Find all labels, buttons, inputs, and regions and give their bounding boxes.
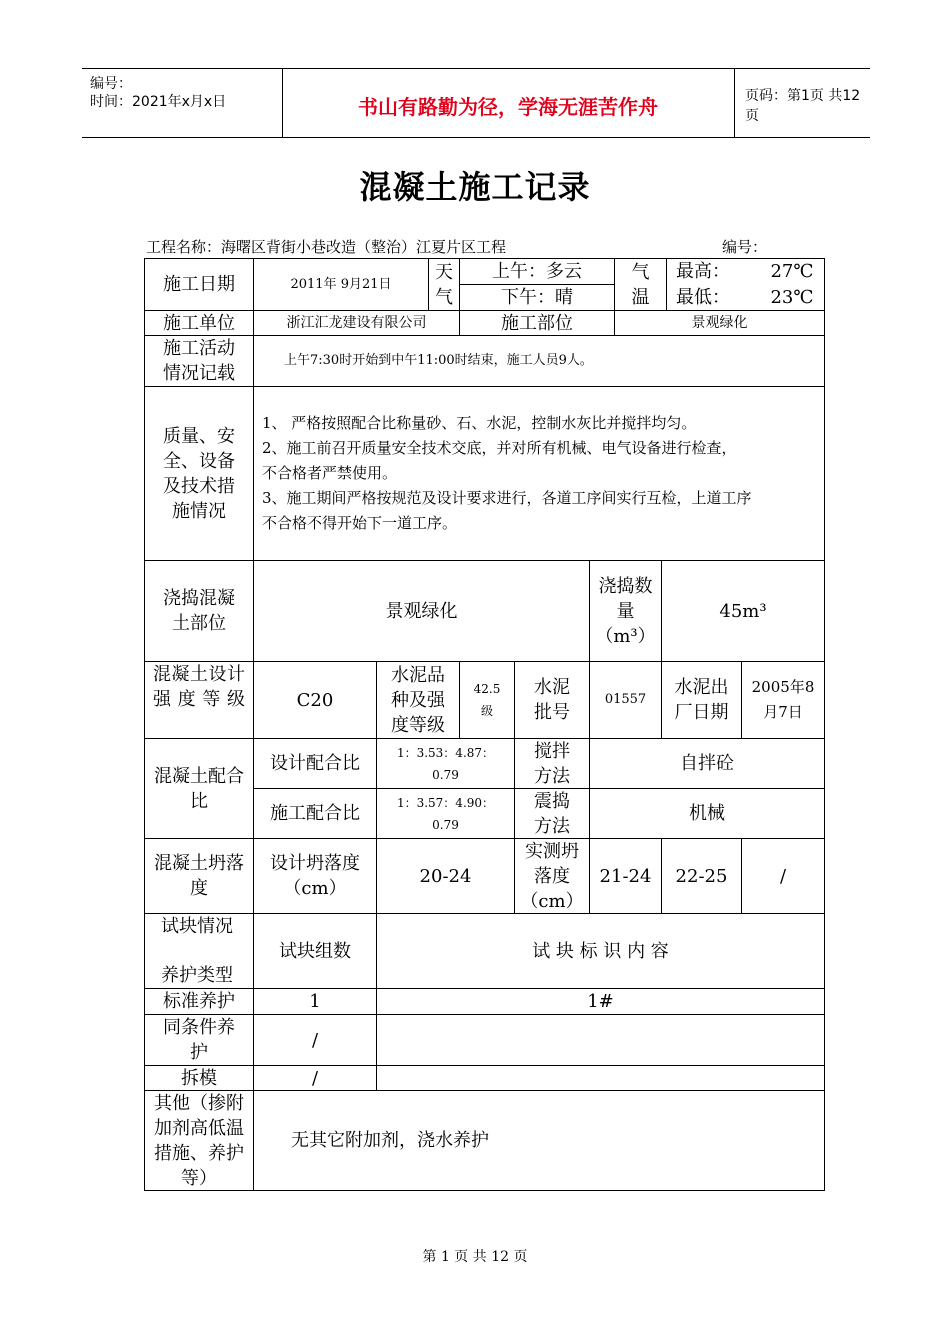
- vibrate-method-value: 机械: [689, 803, 725, 824]
- temp-high-label: 最高：: [676, 261, 730, 282]
- cement-type-value: 42.5级: [473, 682, 501, 718]
- stir-method-value: 自拌砼: [680, 753, 734, 774]
- page-footer: 第 1 页 共 12 页: [422, 1249, 528, 1265]
- header-time: 时间：2021年x月x日: [90, 94, 227, 110]
- standard-cure-groups: 1: [309, 991, 321, 1012]
- measured-slump-3: /: [779, 865, 787, 887]
- pour-quantity-value: 45m³: [719, 600, 767, 622]
- header-meta: [82, 69, 283, 137]
- other-label: 其他（掺附加剂高低温措施、养护等）: [154, 1092, 244, 1189]
- design-mix-label: 设计配合比: [270, 753, 360, 774]
- stir-method-label: 搅拌方法: [534, 740, 570, 787]
- standard-cure-label: 标准养护: [163, 991, 235, 1012]
- temp-low-value: 23℃: [770, 287, 814, 308]
- weather-pm: 下午：晴: [501, 287, 573, 308]
- same-condition-cure-label: 同条件养护: [163, 1017, 235, 1063]
- part-value: 景观绿化: [691, 315, 748, 331]
- quality-line: 不合格不得开始下一道工序。: [262, 514, 458, 532]
- specimen-content-label: 试 块 标 识 内 容: [532, 940, 669, 962]
- strength-value: C20: [296, 689, 334, 711]
- temp-high-value: 27℃: [770, 261, 814, 282]
- measured-slump-label: 实测坍落度（cm）: [520, 840, 584, 912]
- design-mix-value: 1：3.53：4.87：0.79: [396, 745, 495, 782]
- construction-mix-value: 1：3.57：4.90：0.79: [396, 795, 495, 832]
- design-slump-label: 设计坍落度（cm）: [270, 853, 360, 899]
- page-header: [82, 68, 870, 138]
- cement-date-value: 2005年8月7日: [751, 678, 815, 721]
- design-slump-value: 20-24: [419, 865, 472, 887]
- project-name: 工程名称：海曙区背街小巷改造（整治）江夏片区工程: [146, 238, 507, 256]
- pour-quantity-label: 浇捣数量（m³）: [595, 575, 656, 647]
- temperature-label: 气温: [631, 261, 650, 308]
- vibrate-method-label: 震捣方法: [534, 790, 570, 837]
- cement-batch-label: 水泥批号: [534, 677, 570, 723]
- project-number-label: 编号：: [722, 238, 768, 256]
- quality-measures: [262, 411, 822, 536]
- demold-label: 拆模: [181, 1067, 217, 1089]
- cement-type-label: 水泥品种及强度等级: [391, 664, 445, 736]
- pour-part-label: 浇捣混凝土部位: [163, 588, 235, 634]
- demold-groups: /: [311, 1067, 319, 1089]
- other-value: 无其它附加剂，浇水养护: [291, 1130, 489, 1151]
- measured-slump-1: 21-24: [599, 865, 652, 887]
- date-label: 施工日期: [163, 274, 235, 295]
- header-number-label: 编号：: [90, 76, 132, 92]
- specimen-groups-label: 试块组数: [279, 940, 351, 962]
- slump-label: 混凝土坍落度: [154, 853, 244, 899]
- unit-label: 施工单位: [163, 312, 235, 334]
- weather-am: 上午：多云: [492, 261, 582, 282]
- header-motto: 书山有路勤为径，学海无涯苦作舟: [282, 69, 735, 137]
- quality-line: 1、 严格按照配合比称量砂、石、水泥，控制水灰比并搅拌均匀。: [262, 414, 697, 432]
- specimen-label: 试块情况: [161, 916, 233, 937]
- strength-label: 混凝土设计强度等级: [153, 664, 245, 710]
- temp-low-label: 最低：: [676, 287, 730, 308]
- measured-slump-2: 22-25: [675, 865, 728, 887]
- pour-part-value: 景观绿化: [385, 600, 458, 622]
- same-condition-cure-groups: /: [311, 1029, 319, 1051]
- quality-line: 2、施工前召开质量安全技术交底，并对所有机械、电气设备进行检查，: [262, 439, 737, 457]
- cement-batch-value: 01557: [604, 692, 647, 707]
- document-title: 混凝土施工记录: [359, 168, 591, 206]
- quality-label: 质量、安全、设备及技术措施情况: [163, 425, 235, 522]
- mix-label: 混凝土配合比: [154, 765, 244, 812]
- activity-value: 上午7:30时开始到中午11:00时结束，施工人员9人。: [284, 353, 593, 368]
- construction-mix-label: 施工配合比: [270, 803, 360, 824]
- header-page-info: 页码：第1页 共12页: [745, 88, 861, 124]
- activity-label: 施工活动情况记载: [163, 338, 235, 384]
- date-value: 2011年 9月21日: [290, 276, 392, 292]
- cement-date-label: 水泥出厂日期: [674, 677, 729, 723]
- cure-type-label: 养护类型: [161, 965, 233, 986]
- weather-label: 天气: [435, 261, 453, 308]
- unit-value: 浙江汇龙建设有限公司: [286, 315, 427, 331]
- quality-line: 不合格者严禁使用。: [262, 464, 398, 482]
- quality-line: 3、施工期间严格按规范及设计要求进行，各道工序间实行互检，上道工序: [262, 489, 752, 507]
- part-label: 施工部位: [501, 312, 573, 334]
- standard-cure-content: 1#: [587, 991, 614, 1012]
